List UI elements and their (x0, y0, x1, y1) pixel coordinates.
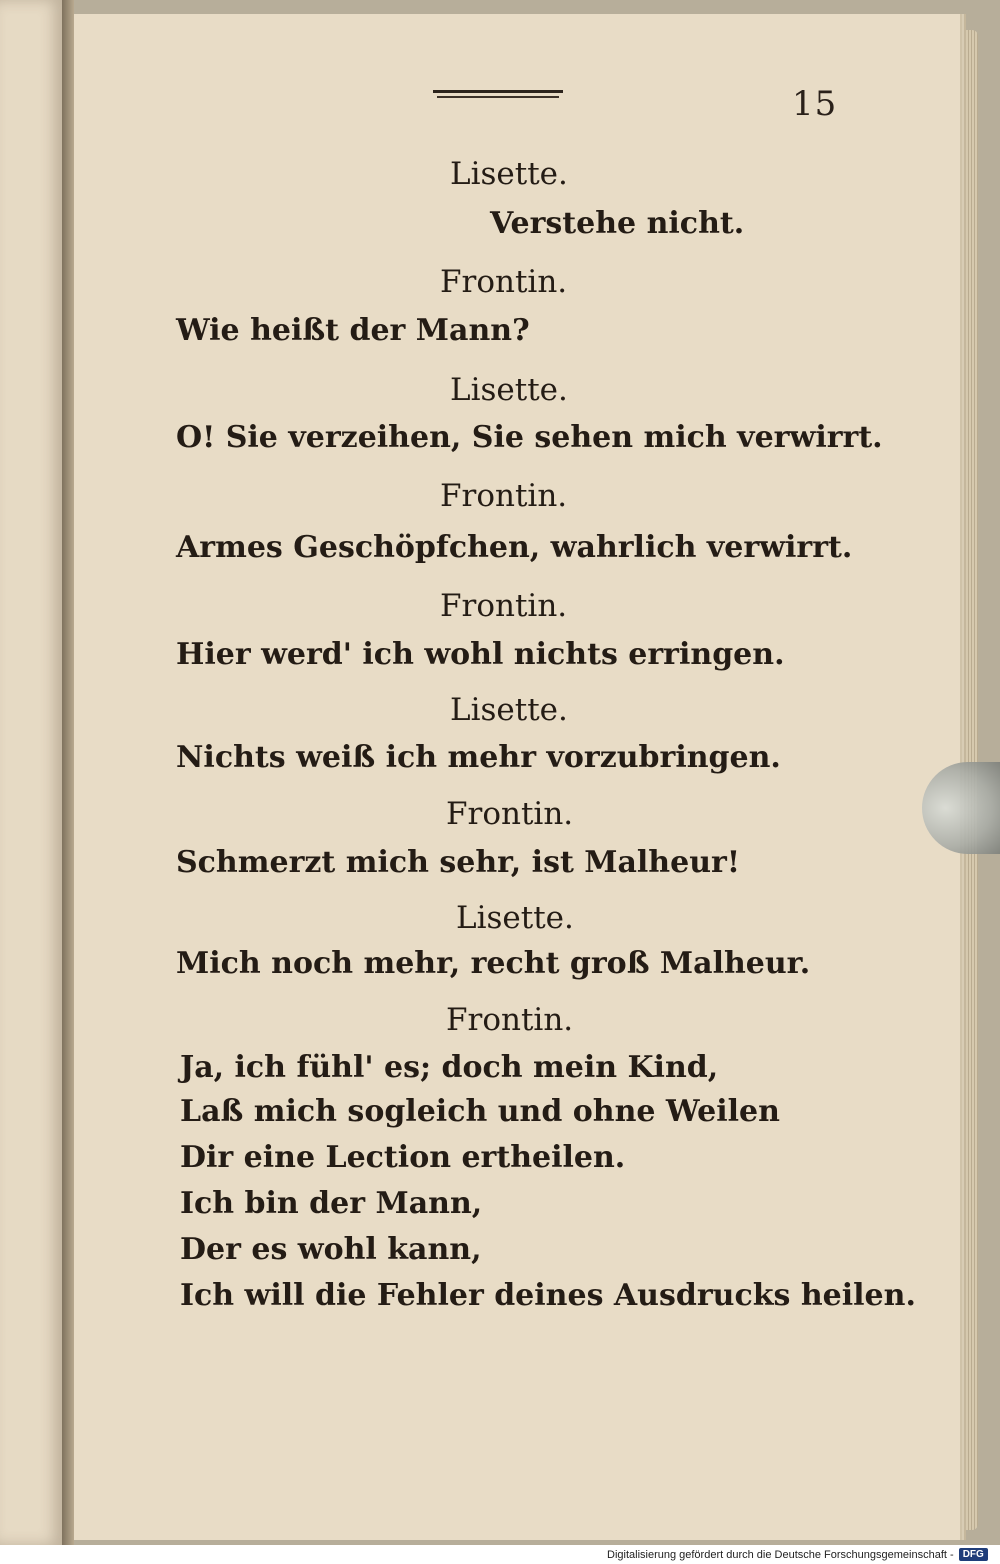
verse-line: Hier werd' ich wohl nichts erringen. (176, 637, 785, 672)
verse-line: Verstehe nicht. (490, 206, 745, 241)
speaker-name: Frontin. (440, 588, 568, 624)
speaker-name: Lisette. (450, 372, 568, 408)
footer-credit (607, 1545, 988, 1564)
verse-line: Ich bin der Mann, (180, 1186, 483, 1221)
verse-line: Laß mich sogleich und ohne Weilen (180, 1094, 780, 1129)
speaker-name: Lisette. (450, 156, 568, 192)
header-ornament (433, 90, 563, 102)
speaker-name: Lisette. (456, 900, 574, 936)
dfg-logo-icon: DFG (959, 1548, 988, 1561)
verse-line: Armes Geschöpfchen, wahrlich verwirrt. (176, 530, 853, 565)
footer-credit-text: Digitalisierung gefördert durch die Deutsche Forschungsgemeinschaft - (607, 1548, 954, 1561)
verse-line: O! Sie verzeihen, Sie sehen mich verwirrt. (176, 420, 883, 455)
verse-line: Ja, ich fühl' es; doch mein Kind, (180, 1050, 719, 1085)
speaker-name: Frontin. (446, 796, 574, 832)
ornament-line (437, 96, 559, 98)
previous-page-edge (0, 0, 65, 1545)
verse-line: Dir eine Lection ertheilen. (180, 1140, 626, 1175)
speaker-name: Frontin. (440, 478, 568, 514)
speaker-name: Frontin. (440, 264, 568, 300)
verse-line: Schmerzt mich sehr, ist Malheur! (176, 845, 740, 880)
ornament-line (433, 90, 563, 93)
verse-line: Mich noch mehr, recht groß Malheur. (176, 946, 811, 981)
speaker-name: Lisette. (450, 692, 568, 728)
verse-line: Der es wohl kann, (180, 1232, 482, 1267)
verse-line: Nichts weiß ich mehr vorzubringen. (176, 740, 781, 775)
verse-line: Wie heißt der Mann? (176, 313, 530, 348)
page-number: 15 (792, 84, 838, 124)
verse-line: Ich will die Fehler deines Ausdrucks heilen. (180, 1278, 916, 1313)
book-gutter (62, 0, 74, 1545)
speaker-name: Frontin. (446, 1002, 574, 1038)
